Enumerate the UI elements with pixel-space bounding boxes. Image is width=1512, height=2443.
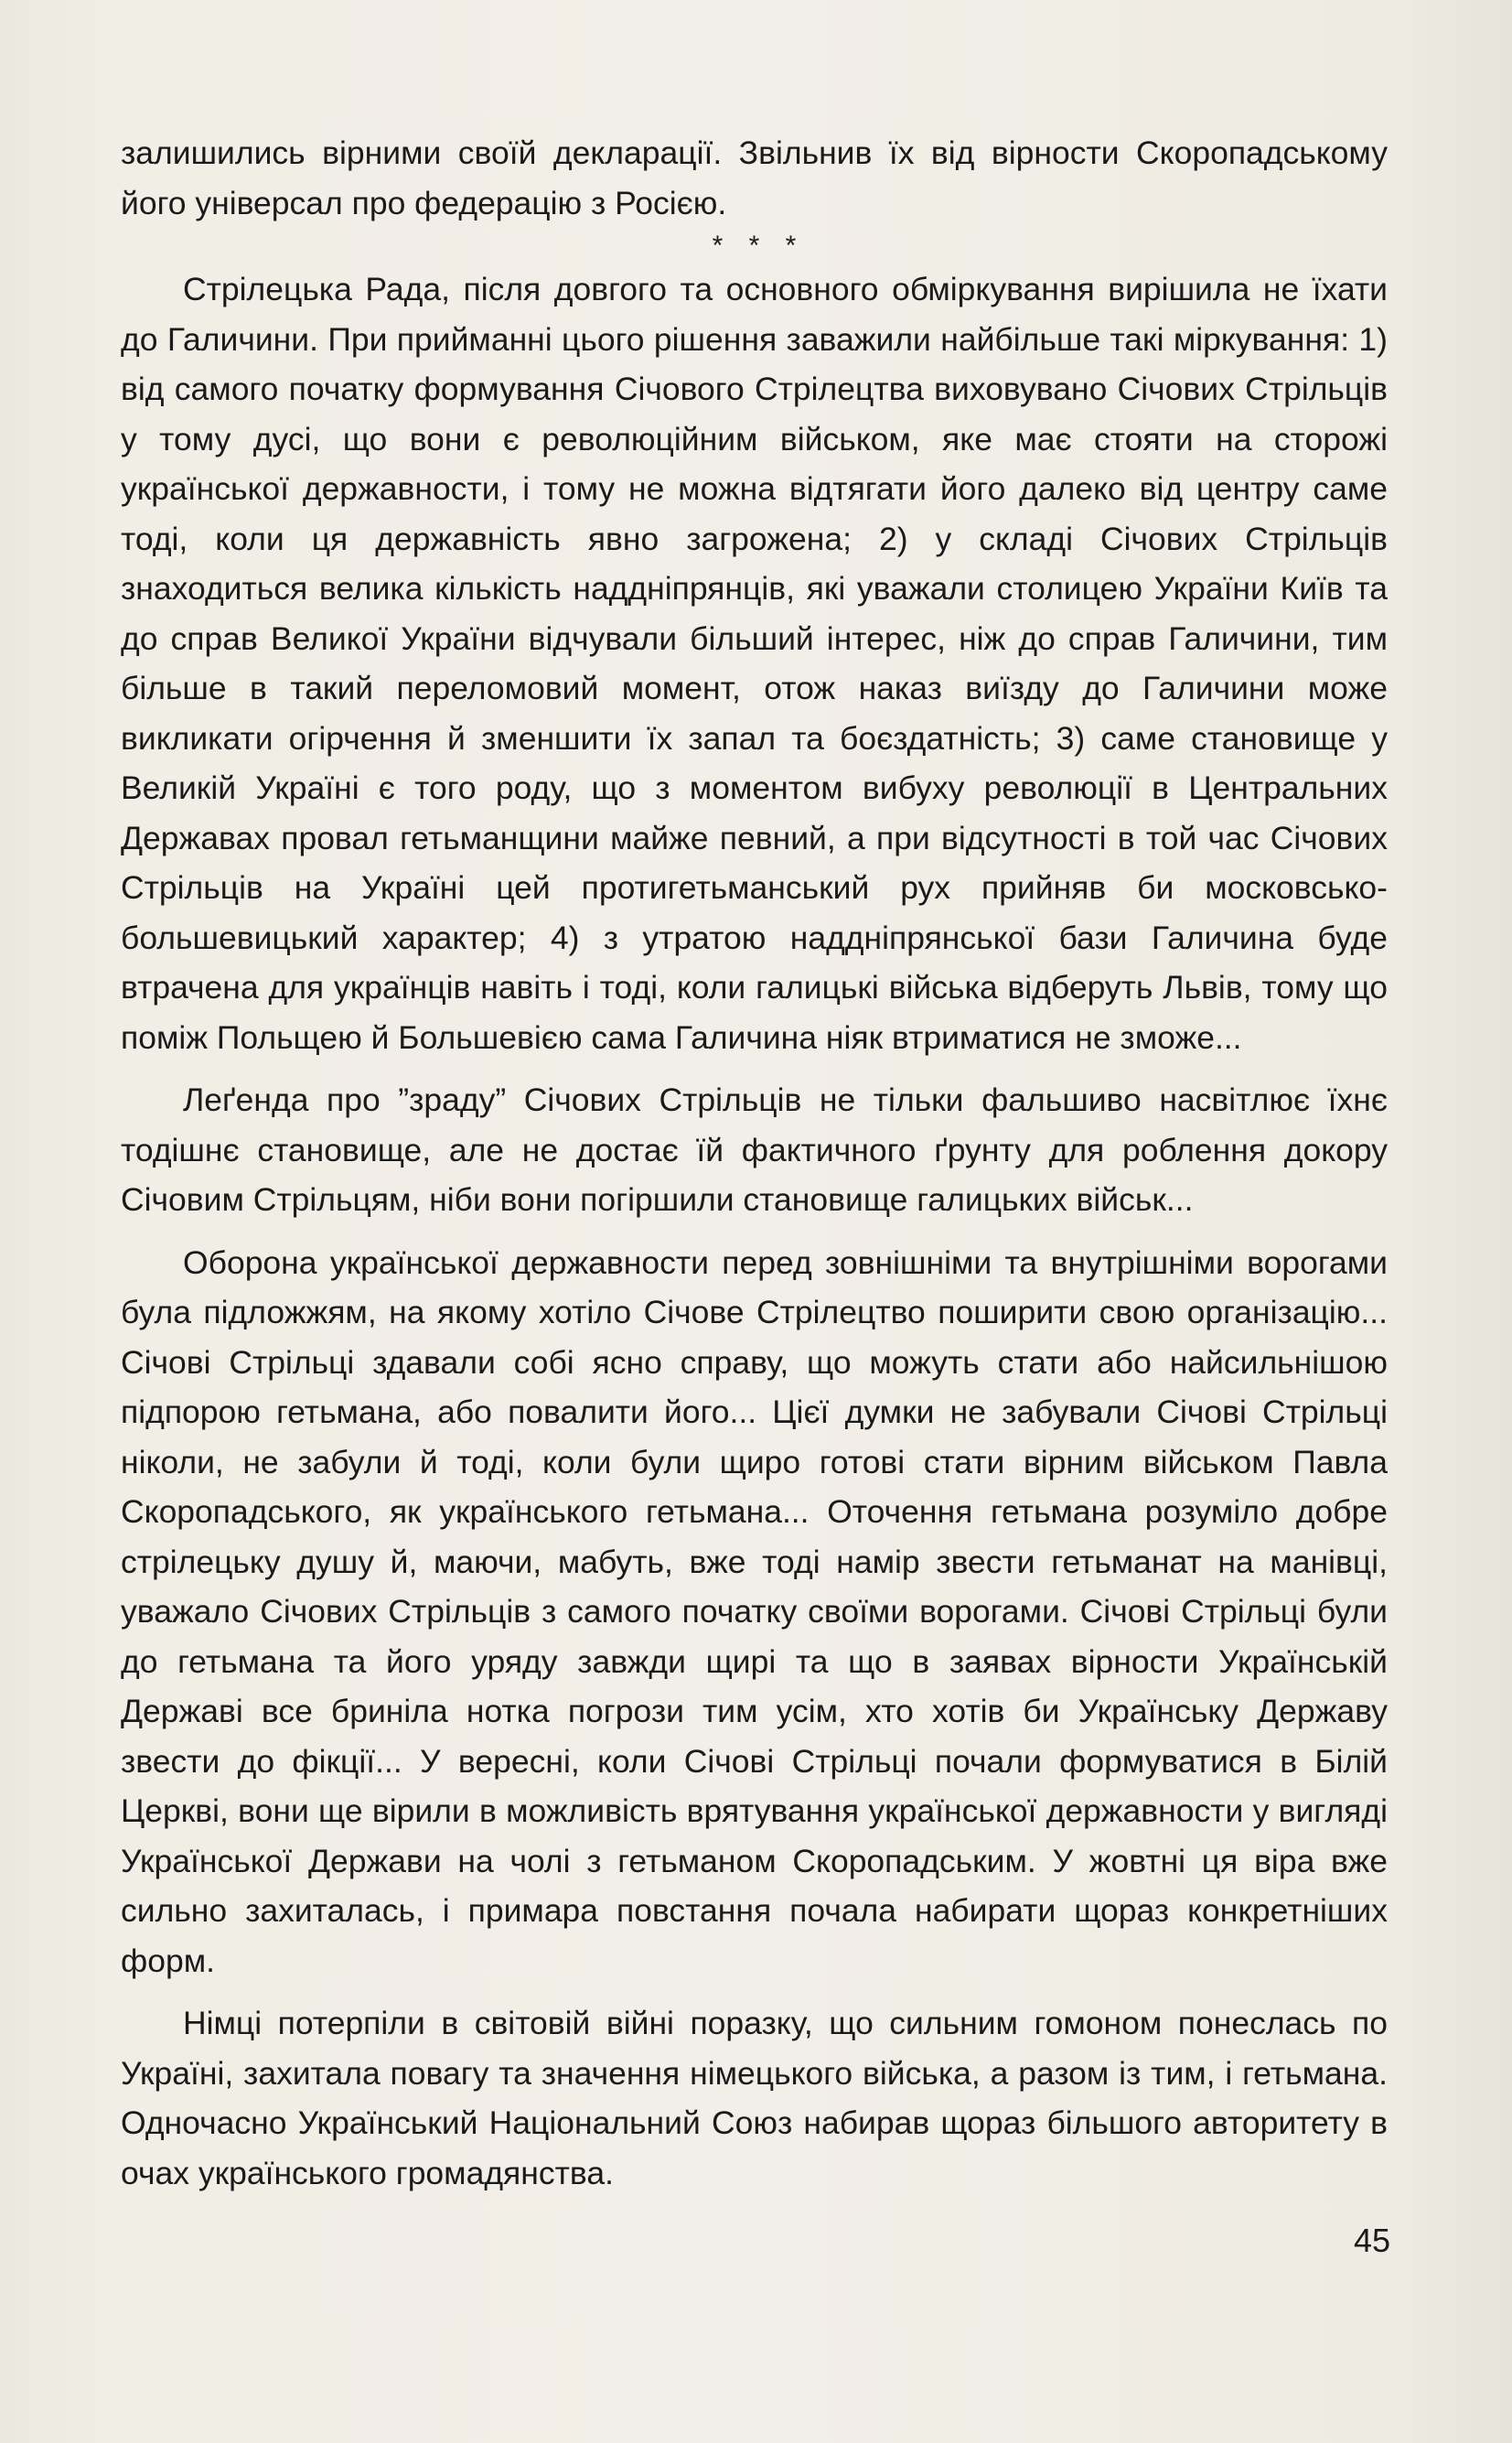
page-text [121,128,1388,2198]
paragraph-defense: Оборона української державности перед зовнішніми та внутрішніми ворогами була підложжям, на якому хотіло Січове Стрілецтво поширити свою організацію... Січові Стрільці здавали собі ясно справу, що можуть стати або найсильнішою підпорою гетьмана, або повалити його... Цієї думки не забували Січові Стрільці ніколи, не забули й тоді, коли були щиро готові стати вірним військом Павла Скоропадського, як українського гетьмана... Оточення гетьмана розуміло добре стрілецьку душу й, маючи, мабуть, вже тоді намір звести гетьманат на манівці, уважало Січових Стрільців з самого початку своїми ворогами. Січові Стрільці були до гетьмана та його уряду завжди щирі та що в заявах вірности Українській Державі все бриніла нотка погрози тим усім, хто хотів би Українську Державу звести до фікції... У вересні, коли Січові Стрільці почали формуватися в Білій Церкві, вони ще вірили в можливість врятування української державности у вигляді Української Держави на чолі з гетьманом Скоропадським. У жовтні ця віра вже сильно захиталась, і примара повстання почала набирати щораз конкретніших форм. [121,1243,1388,1979]
paragraph-legend: Леґенда про ”зраду” Січових Стрільців не тільки фальшиво насвітлює їхнє тодішнє становище, але не достає їй фактичного ґрунту для роблення докору Січовим Стрільцям, ніби вони погіршили становище галицьких військ... [121,1082,1388,1218]
section-separator: * * * [712,231,806,261]
page-number: 45 [1353,2222,1390,2259]
paragraph-rifle-council: Стрілецька Рада, після довгого та основного обміркування вирішила не їхати до Галичини. При прийманні цього рішення заважили найбільше такі міркування: 1) від самого початку формування Січового Стрілецтва виховувано Січових Стрільців у тому дусі, що вони є революційним військом, яке має стояти на сторожі української державности, і тому не можна відтягати його далеко від центру саме тоді, коли ця державність явно загрожена; 2) у складі Січових Стрільців знаходиться велика кількість наддніпрянців, які уважали столицею України Київ та до справ Великої України відчували більший інтерес, ніж до справ Галичини, тим більше в такий переломовий момент, отож наказ виїзду до Галичини може викликати огірчення й зменшити їх запал та боєздатність; 3) саме становище у Великій Україні є того роду, що з моментом вибуху революції в Центральних Державах провал гетьманщини майже певний, а при відсутності в той час Січових Стрільців на Україні цей протигетьманський рух прийняв би московсько-большевицький характер; 4) з утратою наддніпрянської бази Галичина буде втрачена для українців навіть і тоді, коли галицькі війська відберуть Львів, тому що поміж Польщею й Большевією сама Галичина ніяк втриматися не зможе... [121,271,1388,1056]
paragraph-continuation: залишились вірними своїй декларації. Звільнив їх від вірности Скоропадському його універсал про федерацію з Росією. [121,135,1388,221]
paragraph-germans: Німці потерпіли в світовій війні поразку, що сильним гомоном понеслась по Україні, захитала повагу та значення німецького війська, а разом із тим, і гетьмана. Одночасно Український Національний Союз набирав щораз більшого авторитету в очах українського громадянства. [121,2005,1388,2191]
